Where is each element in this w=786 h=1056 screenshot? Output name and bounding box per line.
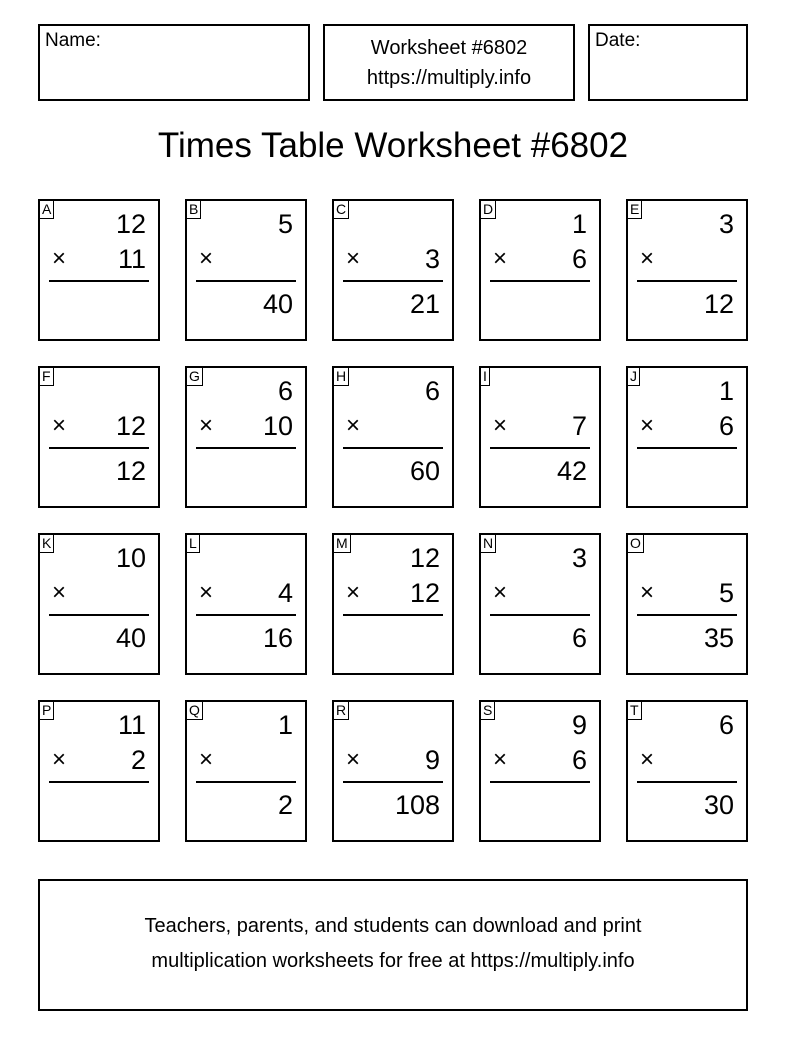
problem-j [626,366,748,508]
answer-line [49,447,149,449]
answer-line [343,614,443,616]
problem-letter: B [187,201,201,219]
times-sign: × [52,245,67,272]
problem-letter: O [628,535,644,553]
answer-number: 16 [262,623,293,653]
bottom-number: 6 [571,745,587,775]
worksheet-info-box [323,24,575,101]
problem-letter: C [334,201,349,219]
problem-letter: R [334,702,349,720]
problem-i [479,366,601,508]
answer-number: 40 [262,289,293,319]
problem-letter: L [187,535,200,553]
answer-number: 12 [115,456,146,486]
times-sign: × [346,579,361,606]
answer-number: 60 [409,456,440,486]
problem-letter: S [481,702,495,720]
times-sign: × [493,746,508,773]
problem-letter: P [40,702,54,720]
answer-line [637,614,737,616]
times-sign: × [199,245,214,272]
problem-letter: J [628,368,640,386]
problem-n [479,533,601,675]
answer-line [490,781,590,783]
times-sign: × [52,746,67,773]
problem-letter: G [187,368,203,386]
bottom-number: 6 [571,244,587,274]
answer-line [490,614,590,616]
top-number: 11 [117,710,146,740]
answer-line [637,447,737,449]
date-field-box [588,24,748,101]
problem-letter: A [40,201,54,219]
top-number: 12 [115,209,146,239]
problem-d [479,199,601,341]
problem-letter: E [628,201,642,219]
name-label: Name: [45,30,101,51]
answer-number: 40 [115,623,146,653]
top-number: 6 [424,376,440,406]
problem-f [38,366,160,508]
answer-number: 42 [556,456,587,486]
top-number: 1 [277,710,293,740]
problem-c [332,199,454,341]
footer-line-2: multiplication worksheets for free at https://multiply.info [151,950,635,972]
problem-p [38,700,160,842]
answer-number: 21 [409,289,440,319]
top-number: 3 [718,209,734,239]
answer-number: 108 [394,790,440,820]
problem-letter: Q [187,702,203,720]
worksheet-number: Worksheet #6802 [370,37,528,59]
answer-number: 35 [703,623,734,653]
answer-number: 12 [703,289,734,319]
problem-s [479,700,601,842]
times-sign: × [52,412,67,439]
answer-line [196,447,296,449]
bottom-number: 7 [571,411,587,441]
problem-letter: F [40,368,54,386]
bottom-number: 9 [424,745,440,775]
problem-q [185,700,307,842]
name-field-box [38,24,310,101]
answer-number: 2 [277,790,293,820]
bottom-number: 10 [262,411,293,441]
problem-b [185,199,307,341]
top-number: 6 [277,376,293,406]
problem-l [185,533,307,675]
site-url: https://multiply.info [366,67,532,89]
answer-line [343,447,443,449]
answer-number: 30 [703,790,734,820]
problem-letter: K [40,535,54,553]
bottom-number: 6 [718,411,734,441]
times-sign: × [346,746,361,773]
answer-line [49,781,149,783]
bottom-number: 3 [424,244,440,274]
problem-letter: D [481,201,496,219]
times-sign: × [52,579,67,606]
problem-letter: H [334,368,349,386]
top-number: 10 [115,543,146,573]
times-sign: × [640,579,655,606]
bottom-number: 5 [718,578,734,608]
times-sign: × [493,412,508,439]
answer-line [637,280,737,282]
answer-line [49,280,149,282]
times-sign: × [493,579,508,606]
problem-a [38,199,160,341]
top-number: 5 [277,209,293,239]
problem-e [626,199,748,341]
times-sign: × [199,579,214,606]
date-label: Date: [595,30,641,51]
answer-line [196,280,296,282]
times-sign: × [640,746,655,773]
footer-box [38,879,748,1011]
top-number: 3 [571,543,587,573]
top-number: 6 [718,710,734,740]
top-number: 12 [409,543,440,573]
answer-line [637,781,737,783]
problem-k [38,533,160,675]
footer-line-1: Teachers, parents, and students can download and print [144,915,642,937]
problem-t [626,700,748,842]
problem-letter: M [334,535,351,553]
problem-g [185,366,307,508]
times-sign: × [493,245,508,272]
answer-line [343,781,443,783]
times-sign: × [199,412,214,439]
bottom-number: 4 [277,578,293,608]
problem-h [332,366,454,508]
answer-line [196,781,296,783]
bottom-number: 11 [117,244,146,274]
bottom-number: 2 [130,745,146,775]
times-sign: × [346,245,361,272]
bottom-number: 12 [115,411,146,441]
problem-letter: I [481,368,490,386]
page-title: Times Table Worksheet #6802 [157,126,629,165]
top-number: 1 [571,209,587,239]
answer-line [490,280,590,282]
times-sign: × [640,412,655,439]
top-number: 9 [571,710,587,740]
problem-o [626,533,748,675]
answer-line [343,280,443,282]
times-sign: × [199,746,214,773]
bottom-number: 12 [409,578,440,608]
answer-number: 6 [571,623,587,653]
problem-r [332,700,454,842]
problem-letter: N [481,535,496,553]
problem-m [332,533,454,675]
times-sign: × [346,412,361,439]
answer-line [490,447,590,449]
top-number: 1 [718,376,734,406]
problem-letter: T [628,702,642,720]
times-sign: × [640,245,655,272]
answer-line [196,614,296,616]
answer-line [49,614,149,616]
